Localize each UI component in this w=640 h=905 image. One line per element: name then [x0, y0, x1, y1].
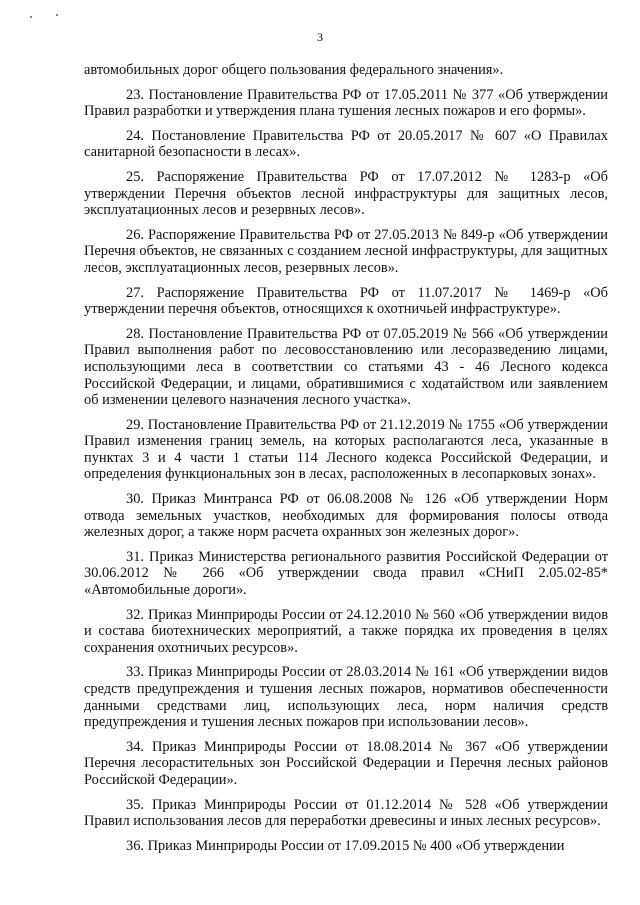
scan-speck: [56, 14, 58, 16]
list-item-32: 32. Приказ Минприроды России от 24.12.2010 № 560 «Об утверждении видов и состава биотехнических мероприятий, а также порядка их проведения в целях сохранения охотничьих ресурсов».: [84, 606, 608, 656]
list-item-26: 26. Распоряжение Правительства РФ от 27.05.2013 № 849-р «Об утверждении Перечня объектов, не связанных с созданием лесной инфраструктуры, для защитных лесов, эксплуатационных лесов, резервных лесов».: [84, 226, 608, 276]
list-item-27: 27. Распоряжение Правительства РФ от 11.07.2017 № 1469-р «Об утверждении перечня объектов, относящихся к охотничьей инфраструктуре».: [84, 284, 608, 318]
list-item-31: 31. Приказ Министерства регионального развития Российской Федерации от 30.06.2012 № 266 «Об утверждении свода правил «СНиП 2.05.02-85* «Автомобильные дороги».: [84, 548, 608, 599]
list-item-35: 35. Приказ Минприроды России от 01.12.2014 № 528 «Об утверждении Правил использования лесов для переработки древесины и иных лесных ресурсов».: [84, 796, 608, 830]
scan-speck: [30, 16, 32, 18]
list-item-25: 25. Распоряжение Правительства РФ от 17.07.2012 № 1283-р «Об утверждении Перечня объектов лесной инфраструктуры для защитных лесов, эксплуатационных лесов и резервных лесов».: [84, 168, 608, 219]
document-body: [84, 62, 608, 862]
list-item-33: 33. Приказ Минприроды России от 28.03.2014 № 161 «Об утверждении видов средств предупреждения и тушения лесных пожаров, нормативов обеспеченности данными средствами лиц, использующих леса, норм наличия средств предупреждения и тушения лесных пожаров при использовании лесов».: [84, 664, 608, 731]
list-item-29: 29. Постановление Правительства РФ от 21.12.2019 № 1755 «Об утверждении Правил изменения границ земель, на которых располагаются леса, указанные в пунктах 3 и 4 части 1 статьи 114 Лесного кодекса Российской Федерации, и определения функциональных зон в лесах, расположенных в лесопарковых зонах».: [84, 416, 608, 483]
list-item-36: 36. Приказ Минприроды России от 17.09.2015 № 400 «Об утверждении: [126, 837, 565, 854]
page-number: 3: [317, 30, 323, 44]
list-item-28: 28. Постановление Правительства РФ от 07.05.2019 № 566 «Об утверждении Правил выполнения работ по лесовосстановлению или лесоразведению лицами, использующими леса в соответствии со статьями 43 - 46 Лесного кодекса Российской Федерации, и лицами, обратившимися с ходатайством или заявлением об изменении целевого назначения лесного участка».: [84, 325, 608, 409]
list-item-30: 30. Приказ Минтранса РФ от 06.08.2008 № 126 «Об утверждении Норм отвода земельных участков, необходимых для формирования полосы отвода железных дорог, а также норм расчета охранных зон железных дорог».: [84, 491, 608, 541]
list-item-23: 23. Постановление Правительства РФ от 17.05.2011 № 377 «Об утверждении Правил разработки и утверждения плана тушения лесных пожаров и его формы».: [84, 86, 608, 120]
continuation-paragraph: автомобильных дорог общего пользования федерального значения».: [84, 62, 504, 78]
list-item-24: 24. Постановление Правительства РФ от 20.05.2017 № 607 «О Правилах санитарной безопасности в лесах».: [84, 127, 608, 161]
list-item-34: 34. Приказ Минприроды России от 18.08.2014 № 367 «Об утверждении Перечня лесорастительных зон Российской Федерации и Перечня лесных районов Российской Федерации».: [84, 738, 608, 788]
